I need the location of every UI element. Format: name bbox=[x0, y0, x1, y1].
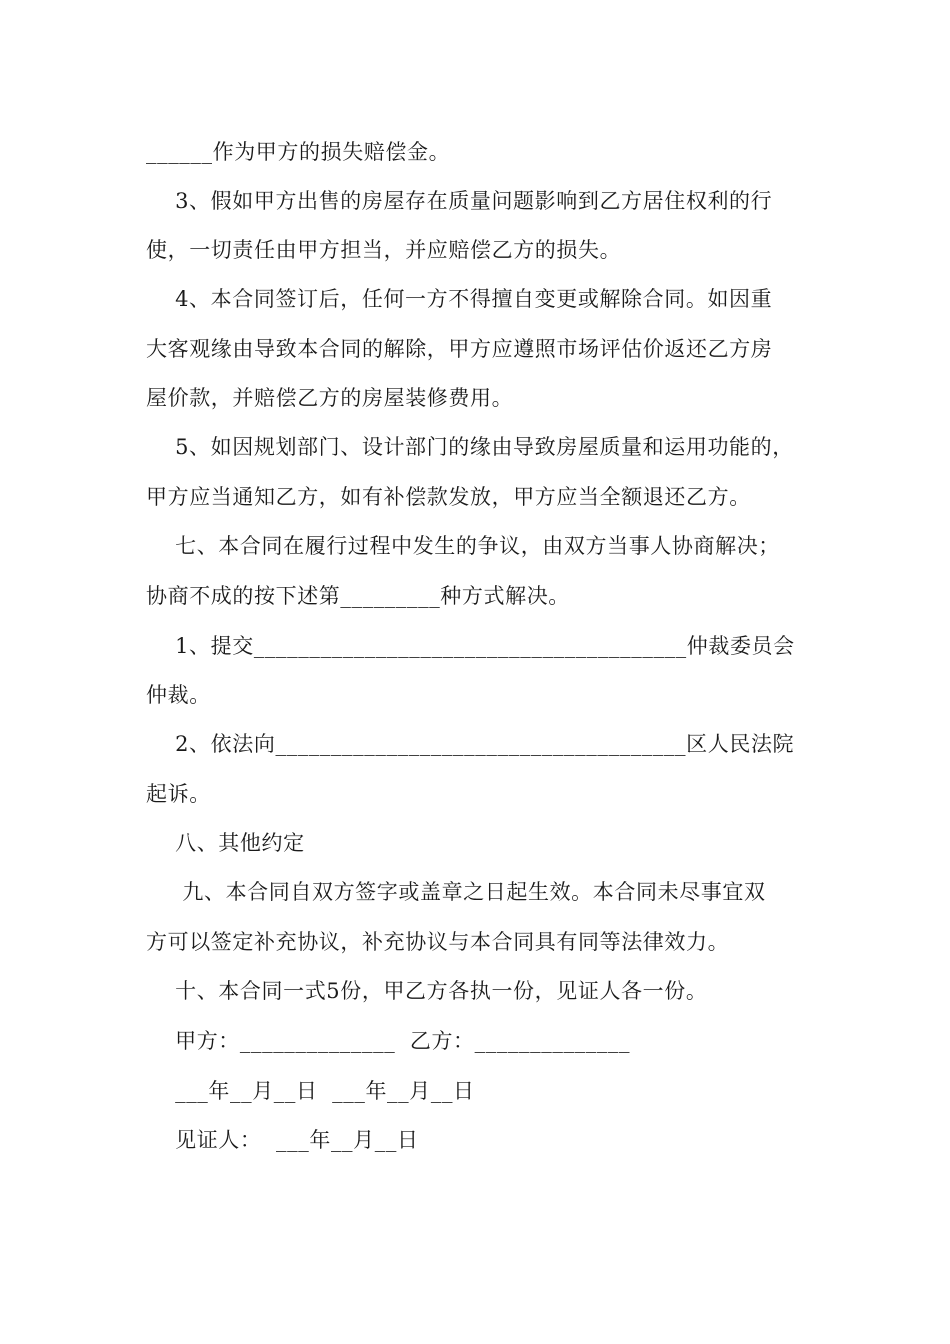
line-18: 十、本合同一式5份，甲乙方各执一份，见证人各一份。 bbox=[146, 979, 708, 1003]
line-7: 5、如因规划部门、设计部门的缘由导致房屋质量和运用功能的， bbox=[146, 435, 794, 459]
line-21: 见证人： ___年__月__日 bbox=[146, 1128, 419, 1152]
line-17: 方可以签定补充协议，补充协议与本合同具有同等法律效力。 bbox=[146, 930, 730, 954]
line-11: 1、提交_______________________________________仲裁委员会 bbox=[146, 634, 795, 658]
line-3: 使，一切责任由甲方担当，并应赔偿乙方的损失。 bbox=[146, 238, 622, 262]
line-19: 甲方：______________ 乙方：______________ bbox=[146, 1029, 631, 1053]
line-6: 屋价款，并赔偿乙方的房屋装修费用。 bbox=[146, 386, 514, 410]
line-15: 八、其他约定 bbox=[146, 831, 305, 855]
line-1: ______作为甲方的损失赔偿金。 bbox=[146, 140, 451, 164]
line-9: 七、本合同在履行过程中发生的争议，由双方当事人协商解决； bbox=[146, 534, 780, 558]
line-16: 九、本合同自双方签字或盖章之日起生效。本合同未尽事宜双 bbox=[146, 880, 766, 904]
line-4: 4、本合同签订后，任何一方不得擅自变更或解除合同。如因重 bbox=[146, 287, 773, 311]
line-8: 甲方应当通知乙方，如有补偿款发放，甲方应当全额退还乙方。 bbox=[146, 485, 751, 509]
line-10: 协商不成的按下述第_________种方式解决。 bbox=[146, 584, 570, 608]
line-20: ___年__月__日 ___年__月__日 bbox=[146, 1079, 475, 1103]
line-12: 仲裁。 bbox=[146, 683, 211, 707]
line-14: 起诉。 bbox=[146, 782, 211, 806]
line-2: 3、假如甲方出售的房屋存在质量问题影响到乙方居住权利的行 bbox=[146, 189, 773, 213]
line-13: 2、依法向_____________________________________区人民法院 bbox=[146, 732, 795, 756]
line-5: 大客观缘由导致本合同的解除，甲方应遵照市场评估价返还乙方房 bbox=[146, 337, 773, 361]
